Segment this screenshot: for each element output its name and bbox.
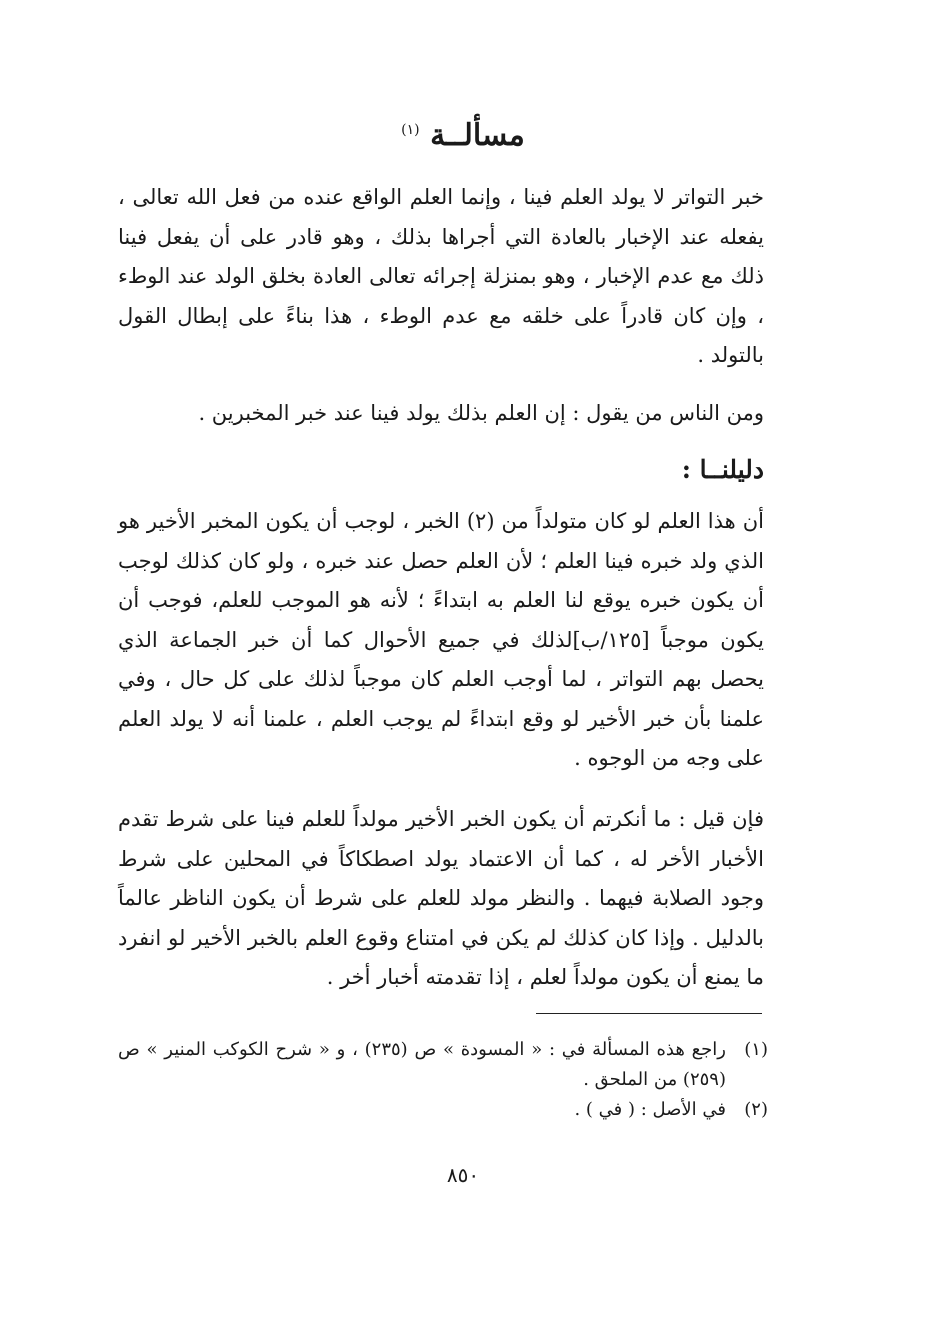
section-heading: دليلنــا : [681,455,764,484]
footnote-1 [118,1035,768,1095]
title-text: مسألــة [430,118,525,153]
title-footnote-ref: (١) [401,122,420,138]
page-title [0,108,926,158]
footnote-text: راجع هذه المسألة في : « المسودة » ص (٢٣٥) ، و « شرح الكوكب المنير » ص (٢٥٩) من الملحق . [118,1039,726,1090]
paragraph-opposing-view: ومن الناس من يقول : إن العلم بذلك يولد فينا عند خبر المخبرين . [198,401,764,425]
footnote-separator [536,1013,762,1014]
footnote-text: في الأصل : ( في ) . [574,1099,726,1120]
footnote-number: (١) [744,1039,768,1060]
footnote-number: (٢) [744,1099,768,1120]
paragraph-objection: فإن قيل : ما أنكرتم أن يكون الخبر الأخير مولداً للعلم فينا على شرط تقدم الأخبار الأخر له ، كما أن الاعتماد يولد اصطكاكاً في المحلين على شرط وجود الصلابة فيهما . والنظر مولد للعلم على شرط أن يكون الناظر عالماً بالدليل . وإذا كان كذلك لم يكن في امتناع وقوع العلم بالخبر الأخير لو انفرد ما يمنع أن يكون مولداً لعلم ، إذا تقدمته أخبار أخر . [118,807,764,989]
footnotes [118,1035,768,1125]
footnote-2 [118,1095,768,1125]
paragraph-argument: أن هذا العلم لو كان متولداً من (٢) الخبر ، لوجب أن يكون المخبر الأخير هو الذي ولد خبره فينا العلم ؛ لأن العلم حصل عند خبره ، ولو كان كذلك لوجب أن يكون خبره يوقع لنا العلم به ابتداءً ؛ لأنه هو الموجب للعلم، فوجب أن يكون موجباً [١٢٥/ب]لذلك في جميع الأحوال كما أن خبر الجماعة الذي يحصل بهم التواتر ، لما أوجب العلم كان موجباً لذلك على كل حال ، وفي علمنا بأن خبر الأخير لو وقع ابتداءً لم يوجب العلم ، علمنا أنه لا يولد العلم على وجه من الوجوه . [118,509,764,770]
page-number: ٨٥٠ [446,1163,480,1187]
paragraph-claim: خبر التواتر لا يولد العلم فينا ، وإنما العلم الواقع عنده من فعل الله تعالى ، يفعله عند الإخبار بالعادة التي أجراها بذلك ، وهو قادر على أن يفعل فينا ذلك مع عدم الإخبار ، وهو بمنزلة إجرائه تعالى العادة بخلق الولد عند الوطء ، وإن كان قادراً على خلقه مع عدم الوطء ، هذا بناءً على إبطال القول بالتولد . [118,185,764,367]
